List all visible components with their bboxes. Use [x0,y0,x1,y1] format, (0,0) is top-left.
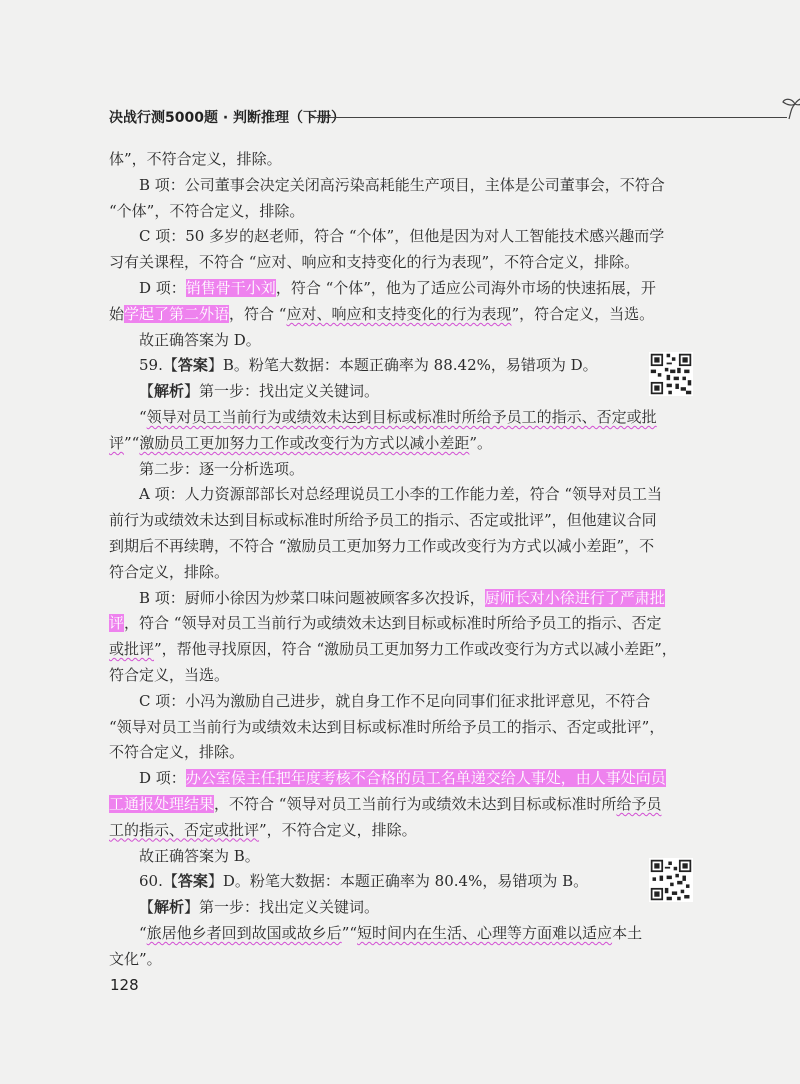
answer-line: 故正确答案为 D。 [139,330,261,349]
highlighted-text: 销售骨干小刘 [185,278,276,297]
text-line: 不符合定义，排除。 [109,743,245,762]
analysis-heading: 【解析】第一步：找出定义关键词。 [139,898,380,917]
option-d-analysis: D 项：销售骨干小刘，符合 “个体”，他为了适应公司海外市场的快速拓展，开 [139,278,656,297]
step-two: 第二步：逐一分析选项。 [139,459,305,478]
qr-code-icon [649,858,693,902]
wavy-underlined-text: 应对、响应和支持变化的行为表现 [286,304,512,323]
text-line: 符合定义，当选。 [109,665,230,684]
wavy-underlined-text: 旅居他乡者回到故国或故乡后 [146,923,342,942]
text-line: 体”，不符合定义，排除。 [109,150,282,168]
text-line: 文化”。 [109,949,162,968]
option-a-analysis: A 项：人力资源部部长对总经理说员工小李的工作能力差，符合 “领导对员工当 [139,485,663,504]
question-59-answer: 59.【答案】B。粉笔大数据：本题正确率为 88.42%，易错项为 D。 [139,356,598,375]
highlighted-text: 学起了第二外语 [124,304,230,323]
highlighted-text: 办公室侯主任把年度考核不合格的员工名单递交给人事处，由人事处向员 [185,769,666,788]
wavy-underlined-text: 激励员工更加努力工作或改变行为方式以减小差距 [139,433,470,452]
text-line: “个体”，不符合定义，排除。 [109,201,305,220]
option-b-analysis: B 项：厨师小徐因为炒菜口味问题被顾客多次投诉，厨师长对小徐进行了严肃批 [139,588,665,607]
text-line: 评，符合 “领导对员工当前行为或绩效未达到目标或标准时所给予员工的指示、否定 [109,614,662,633]
question-60-answer: 60.【答案】D。粉笔大数据：本题正确率为 80.4%，易错项为 B。 [139,872,589,891]
running-header [109,104,709,132]
text-line: 或批评”，帮他寻找原因，符合 “激励员工更加努力工作或改变行为方式以减小差距”， [109,640,677,659]
text-line: 符合定义，排除。 [109,562,230,581]
keyword-line: “领导对员工当前行为或绩效未达到目标或标准时所给予员工的指示、否定或批 [139,407,657,426]
option-c-analysis: C 项：小冯为激励自己进步，就自身工作不足向同事们征求批评意见，不符合 [139,691,651,710]
text-line: 前行为或绩效未达到目标或标准时所给予员工的指示、否定或批评”，但他建议合同 [109,511,657,530]
sprout-icon [781,94,800,124]
text-line: 到期后不再续聘，不符合 “激励员工更加努力工作或改变行为方式以减小差距”，不 [109,536,655,555]
answer-line: 故正确答案为 B。 [139,846,260,865]
text-line: 始学起了第二外语，符合 “应对、响应和支持变化的行为表现”，符合定义，当选。 [109,304,655,323]
header-rule [309,117,787,118]
text-line: 工通报处理结果，不符合 “领导对员工当前行为或绩效未达到目标或标准时所给予员 [109,794,662,813]
keyword-line: “旅居他乡者回到故国或故乡后”“短时间内在生活、心理等方面难以适应本土 [139,923,643,942]
wavy-underlined-text: 工的指示、否定或批评 [109,820,260,839]
page-number: 128 [110,976,139,994]
book-title: 决战行测5000题 · 判断推理（下册） [109,110,346,126]
option-d-analysis: D 项：办公室侯主任把年度考核不合格的员工名单递交给人事处，由人事处向员 [139,769,666,788]
option-c-analysis: C 项：50 多岁的赵老师，符合 “个体”，但他是因为对人工智能技术感兴趣而学 [139,227,665,246]
analysis-heading: 【解析】第一步：找出定义关键词。 [139,382,380,401]
text-line: 评”“激励员工更加努力工作或改变行为方式以减小差距”。 [109,433,493,452]
answer-explanations [109,147,677,973]
text-line: 工的指示、否定或批评”，不符合定义，排除。 [109,820,417,839]
option-b-analysis: B 项：公司董事会决定关闭高污染高耗能生产项目，主体是公司董事会，不符合 [139,175,665,194]
qr-code-icon [649,352,693,396]
highlighted-text: 厨师长对小徐进行了严肃批 [484,588,665,607]
text-line: “领导对员工当前行为或绩效未达到目标或标准时所给予员工的指示、否定或批评”， [109,717,665,736]
wavy-underlined-text: 领导对员工当前行为或绩效未达到目标或标准时所给予员工的指示、否定或批 [146,407,657,426]
text-line: 习有关课程，不符合 “应对、响应和支持变化的行为表现”，不符合定义，排除。 [109,253,640,272]
